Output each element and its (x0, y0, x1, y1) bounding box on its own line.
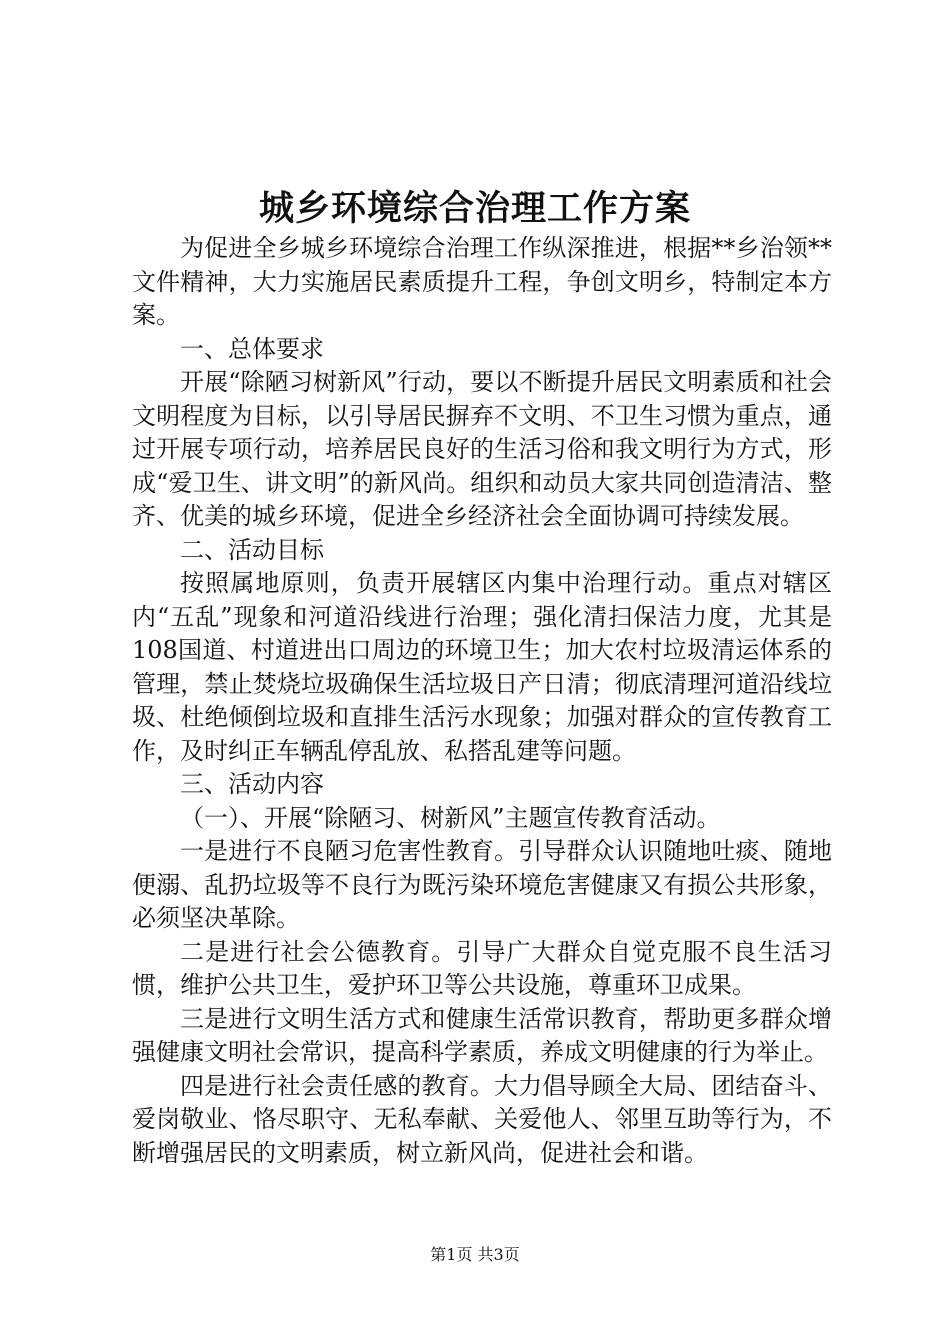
subsection-heading: （一）、开展“除陋习、树新风”主题宣传教育活动。 (180, 803, 721, 832)
page-number-footer: 第1页 共3页 (430, 1245, 520, 1264)
body-paragraph: 一是进行不良陋习危害性教育。引导群众认识随地吐痰、随地便溺、乱扔垃圾等不良行为既污染环境危害健康又有损公共形象，必须坚决革除。 (132, 837, 832, 932)
body-paragraph: 按照属地原则，负责开展辖区内集中治理行动。重点对辖区内“五乱”现象和河道沿线进行治理；强化清扫保洁力度，尤其是108国道、村道进出口周边的环境卫生；加大农村垃圾清运体系的管理，禁止焚烧垃圾确保生活垃圾日产日清；彻底清理河道沿线垃圾、杜绝倾倒垃圾和直排生活污水现象；加强对群众的宣传教育工作，及时纠正车辆乱停乱放、私搭乱建等问题。 (132, 569, 832, 765)
document-body (132, 232, 832, 1170)
body-paragraph: 二是进行社会公德教育。引导广大群众自觉克服不良生活习惯，维护公共卫生，爱护环卫等公共设施，尊重环卫成果。 (132, 937, 832, 999)
section-heading-activity-goals: 二、活动目标 (180, 535, 324, 564)
section-heading-general-requirements: 一、总体要求 (180, 334, 324, 363)
body-paragraph: 开展“除陋习树新风”行动，要以不断提升居民文明素质和社会文明程度为目标，以引导居民摒弃不文明、不卫生习惯为重点，通过开展专项行动，培养居民良好的生活习俗和我文明行为方式，形成“爱卫生、讲文明”的新风尚。组织和动员大家共同创造清洁、整齐、优美的城乡环境，促进全乡经济社会全面协调可持续发展。 (132, 368, 832, 530)
section-heading-activity-content: 三、活动内容 (180, 770, 324, 798)
intro-paragraph: 为促进全乡城乡环境综合治理工作纵深推进，根据**乡治领**文件精神，大力实施居民素质提升工程，争创文明乡，特制定本方案。 (132, 234, 832, 329)
body-paragraph: 四是进行社会责任感的教育。大力倡导顾全大局、团结奋斗、爱岗敬业、恪尽职守、无私奉献、关爱他人、邻里互助等行为，不断增强居民的文明素质，树立新风尚，促进社会和谐。 (132, 1071, 832, 1167)
document-title: 城乡环境综合治理工作方案 (258, 188, 691, 229)
body-paragraph: 三是进行文明生活方式和健康生活常识教育，帮助更多群众增强健康文明社会常识，提高科学素质，养成文明健康的行为举止。 (132, 1004, 832, 1066)
